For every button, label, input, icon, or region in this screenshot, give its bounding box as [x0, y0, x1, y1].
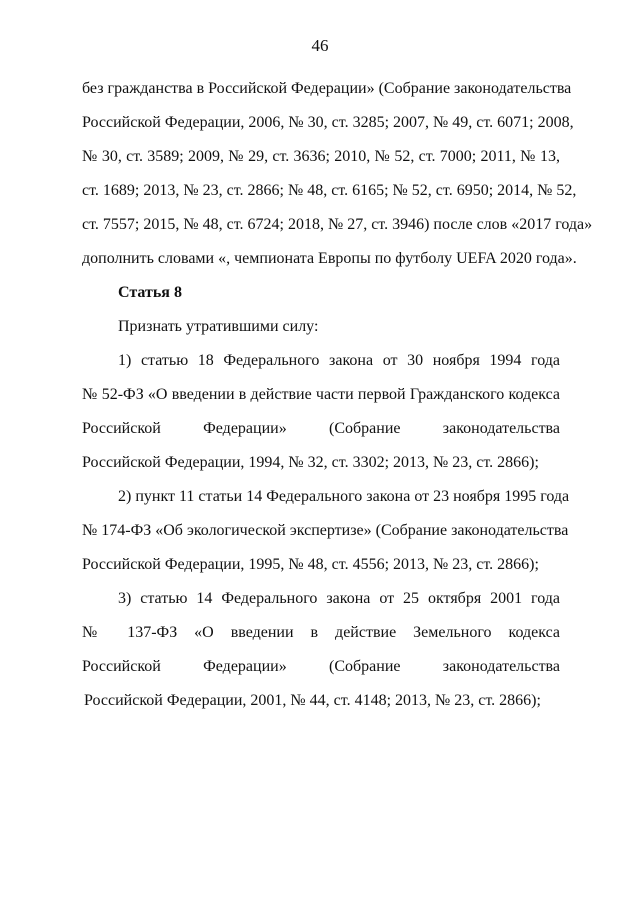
- text-line: Российской Федерации» (Собрание законодательства: [82, 420, 560, 437]
- text-line: без гражданства в Российской Федерации» (Собрание законодательства: [82, 80, 572, 97]
- article-title: Статья 8: [118, 284, 182, 301]
- document-body: [82, 72, 593, 718]
- text-line: Признать утратившими силу:: [118, 318, 319, 335]
- paragraph-intro: [82, 310, 560, 344]
- text-line: Российской Федерации» (Собрание законодательства: [82, 658, 560, 675]
- text-line: Российской Федерации, 2006, № 30, ст. 3285; 2007, № 49, ст. 6071; 2008,: [82, 114, 574, 131]
- text-line: Российской Федерации, 1995, № 48, ст. 4556; 2013, № 23, ст. 2866);: [82, 556, 539, 573]
- text-line: № 30, ст. 3589; 2009, № 29, ст. 3636; 2010, № 52, ст. 7000; 2011, № 13,: [82, 148, 560, 165]
- text-line: Российской Федерации, 2001, № 44, ст. 4148; 2013, № 23, ст. 2866);: [84, 692, 541, 709]
- paragraph-continuation: [82, 72, 593, 276]
- text-line: № 52-ФЗ «О введении в действие части первой Гражданского кодекса: [82, 386, 560, 403]
- text-line: № 137-ФЗ «О введении в действие Земельного кодекса: [82, 624, 560, 641]
- text-line: ст. 1689; 2013, № 23, ст. 2866; № 48, ст. 6165; № 52, ст. 6950; 2014, № 52,: [82, 182, 577, 199]
- list-item-2: [82, 480, 570, 582]
- text-line: ст. 7557; 2015, № 48, ст. 6724; 2018, № 27, ст. 3946) после слов «2017 года»: [82, 216, 593, 233]
- page-number: 46: [311, 36, 329, 55]
- text-line: 1) статью 18 Федерального закона от 30 ноября 1994 года: [118, 352, 560, 369]
- text-line: Российской Федерации, 1994, № 32, ст. 3302; 2013, № 23, ст. 2866);: [82, 454, 539, 471]
- article-heading: [82, 276, 560, 310]
- text-line: № 174-ФЗ «Об экологической экспертизе» (Собрание законодательства: [82, 522, 569, 539]
- list-item-1: [82, 344, 560, 480]
- text-line: 3) статью 14 Федерального закона от 25 октября 2001 года: [118, 590, 560, 607]
- list-item-3: [82, 582, 560, 718]
- text-line: дополнить словами «, чемпионата Европы по футболу UEFA 2020 года».: [82, 250, 577, 267]
- text-line: 2) пункт 11 статьи 14 Федерального закона от 23 ноября 1995 года: [118, 488, 570, 505]
